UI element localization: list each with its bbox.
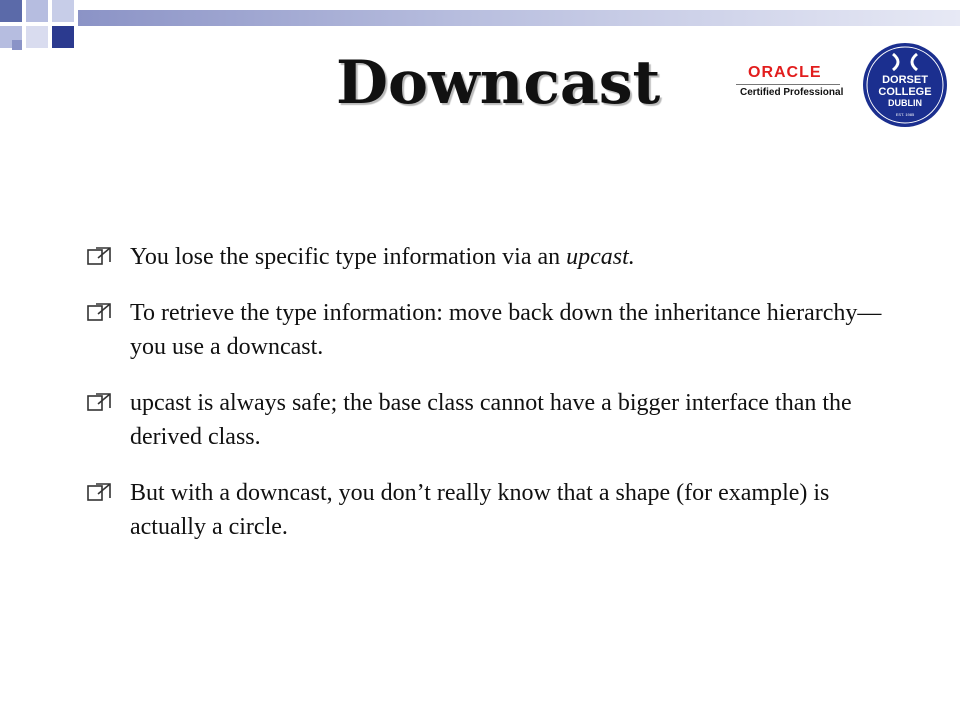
bullet-text: You lose the specific type information via an xyxy=(130,244,567,270)
bullet-item xyxy=(86,476,886,544)
bullet-item xyxy=(86,240,886,274)
bullet-text: But with a downcast, you don’t really know that a shape (for example) is actually a circle. xyxy=(130,480,830,540)
corner-square xyxy=(52,0,74,22)
slide-title: Downcast xyxy=(336,48,661,118)
oracle-divider xyxy=(736,84,840,85)
corner-square xyxy=(52,26,74,48)
hollow-square-arrow-icon xyxy=(86,244,114,268)
bullet-list xyxy=(86,240,886,566)
corner-square xyxy=(26,0,48,22)
hollow-square-arrow-icon xyxy=(86,390,114,414)
hollow-square-arrow-icon xyxy=(86,300,114,324)
college-line3: DUBLIN xyxy=(888,98,922,108)
bullet-text: To retrieve the type information: move back down the inheritance hierarchy—you use a downcast. xyxy=(130,300,882,360)
dorset-college-logo xyxy=(862,42,948,128)
bullet-item xyxy=(86,296,886,364)
oracle-brand: ORACLE xyxy=(748,64,822,81)
corner-square xyxy=(12,40,22,50)
oracle-logo xyxy=(736,64,846,114)
corner-square xyxy=(26,26,48,48)
bullet-emphasis: upcast. xyxy=(566,244,635,270)
college-est: EST. 1985 xyxy=(895,112,915,117)
oracle-certified-label: Certified Professional xyxy=(740,87,844,98)
corner-square xyxy=(0,0,22,22)
header-strip xyxy=(78,10,960,26)
bullet-text: upcast is always safe; the base class cannot have a bigger interface than the derived class. xyxy=(130,390,852,450)
college-line2: COLLEGE xyxy=(878,86,932,98)
hollow-square-arrow-icon xyxy=(86,480,114,504)
bullet-item xyxy=(86,386,886,454)
college-line1: DORSET xyxy=(882,74,928,86)
